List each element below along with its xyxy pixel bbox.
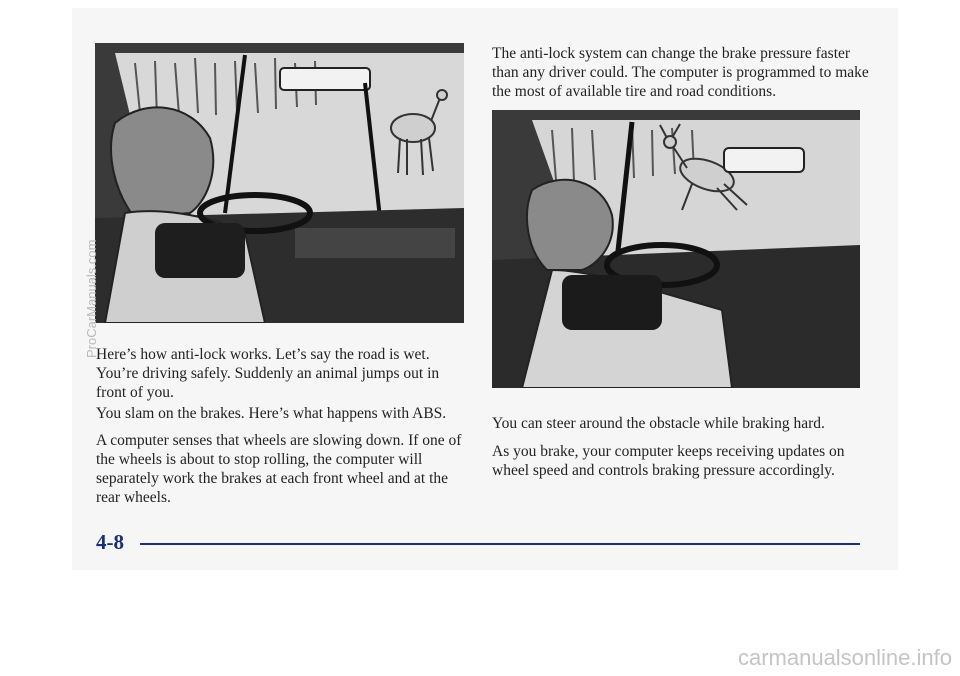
footer-rule	[140, 543, 860, 545]
paragraph-how-antilock-works: Here’s how anti-lock works. Let’s say the road is wet. You’re driving safely. Suddenly an animal jumps out in front of you.	[96, 346, 440, 401]
driver-deer-jumping-illustration	[492, 110, 860, 388]
page-number: 4-8	[96, 530, 124, 554]
paragraph-slam-brakes: You slam on the brakes. Here’s what happens with ABS.	[96, 405, 447, 422]
paragraph-computer-senses: A computer senses that wheels are slowing down. If one of the wheels is about to stop rolling, the computer will separately work the brakes at each front wheel and at the rear wheels.	[96, 432, 462, 506]
illustration-left-svg	[95, 43, 464, 323]
paragraph-computer-updates: As you brake, your computer keeps receiving updates on wheel speed and controls braking pressure accordingly.	[492, 443, 845, 479]
side-watermark: ProCarManuals.com	[84, 239, 99, 358]
paragraph-antilock-faster: The anti-lock system can change the brake pressure faster than any driver could. The computer is programmed to make the most of available tire and road conditions.	[492, 45, 869, 100]
illustration-right-svg	[492, 110, 860, 388]
paragraph-steer-around: You can steer around the obstacle while braking hard.	[492, 415, 825, 432]
driver-deer-ahead-illustration	[95, 43, 464, 323]
site-watermark: carmanualsonline.info	[737, 645, 952, 670]
